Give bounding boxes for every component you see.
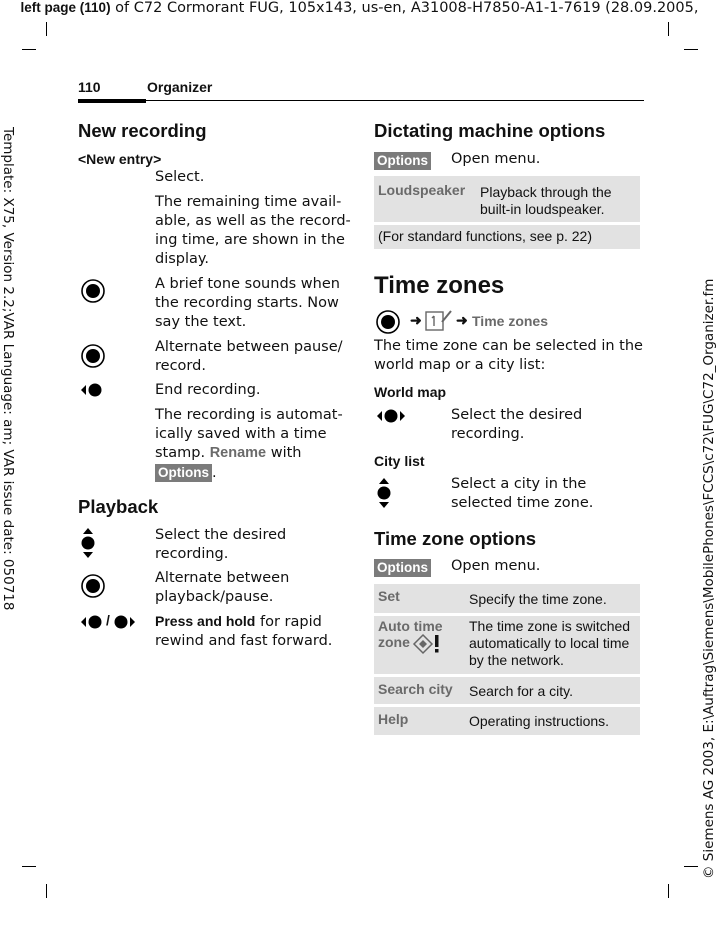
slash: / <box>106 612 110 628</box>
alternate-text: Alternate between pause/ record. <box>155 339 343 374</box>
open-menu-text: Open menu. <box>451 151 541 167</box>
set-row: Set Specify the time zone. <box>374 584 640 613</box>
saved-text: The recording is automat- ically saved with a time stamp. Rename with Options . <box>155 407 343 481</box>
time-zones-title: Time zones <box>374 272 505 299</box>
playback-title: Playback <box>78 496 159 517</box>
world-map-heading: World map <box>374 384 447 400</box>
options-softkey: Options <box>374 559 431 577</box>
crop-mark <box>684 49 698 50</box>
nav-left-icon <box>80 382 104 398</box>
open-menu-text: Open menu. <box>451 558 541 574</box>
organizer-icon <box>424 308 452 332</box>
time-zones-menu-label: Time zones <box>472 313 548 329</box>
standard-functions-row: (For standard functions, see p. 22) <box>374 225 640 249</box>
nav-right-icon <box>112 614 136 630</box>
file-path: © Siemens AG 2003, E:\Auftrag\Siemens\MobilePhones\FCCS\c72\FUG\C72_Organizer.fm <box>701 278 717 879</box>
time-zone-options-title: Time zone options <box>374 528 537 549</box>
crop-mark <box>46 884 47 898</box>
new-entry-label: <New entry> <box>78 151 162 167</box>
page-number: 110 <box>78 79 101 95</box>
nav-updown-icon <box>376 477 392 509</box>
time-zone-intro: The time zone can be selected in the world map or a city list: <box>374 338 643 373</box>
crop-mark <box>46 22 47 36</box>
crop-mark <box>684 866 698 867</box>
nav-leftright-icon <box>376 408 408 424</box>
press-hold-text: Press and hold for rapid rewind and fast forward. <box>155 613 333 649</box>
header-rule-tab <box>78 99 146 103</box>
crop-mark <box>22 866 36 867</box>
remaining-text: The remaining time avail- able, as well as the record- ing time, are shown in the display. <box>155 194 351 267</box>
options-softkey: Options <box>155 464 212 482</box>
end-recording-text: End recording. <box>155 382 261 398</box>
section-title: Organizer <box>147 79 213 95</box>
header-rule <box>78 100 644 101</box>
nav-left-icon <box>80 614 104 630</box>
options-softkey: Options <box>374 152 431 170</box>
alternate-playback-text: Alternate between playback/pause. <box>155 570 290 605</box>
loudspeaker-row: Loudspeaker Playback through the built-in loudspeaker. <box>374 176 640 222</box>
search-city-row: Search city Search for a city. <box>374 677 640 704</box>
rename-label: Rename <box>209 445 267 461</box>
city-list-heading: City list <box>374 453 425 469</box>
world-select-text: Select the desired recording. <box>451 407 583 442</box>
crop-mark <box>668 22 669 36</box>
center-key-icon <box>80 278 106 304</box>
auto-time-zone-row: Auto time zone The time zone is switched automatically to local time by the network. <box>374 616 640 674</box>
center-key-icon <box>80 573 106 599</box>
help-row: Help Operating instructions. <box>374 707 640 735</box>
select-desired-text: Select the desired recording. <box>155 527 287 562</box>
template-info: Template: X75, Version 2.2;VAR Language: am; VAR issue date: 050718 <box>0 127 16 611</box>
arrow: ➜ <box>456 312 468 328</box>
select-text: Select. <box>155 169 205 185</box>
crop-mark <box>22 49 36 50</box>
center-key-icon <box>375 309 401 335</box>
crop-mark <box>668 884 669 898</box>
dictating-options-title: Dictating machine options <box>374 120 606 141</box>
nav-updown-icon <box>80 527 96 559</box>
arrow: ➜ <box>410 312 422 328</box>
center-key-icon <box>80 343 106 369</box>
tone-text: A brief tone sounds when the recording starts. Now say the text. <box>155 276 340 330</box>
new-recording-title: New recording <box>78 120 207 141</box>
toggle-option-icon <box>411 633 441 655</box>
city-select-text: Select a city in the selected time zone. <box>451 476 594 511</box>
print-header: left page (110) of C72 Cormorant FUG, 105x143, us-en, A31008-H7850-A1-1-7619 (28.09.2005, <box>20 0 699 16</box>
